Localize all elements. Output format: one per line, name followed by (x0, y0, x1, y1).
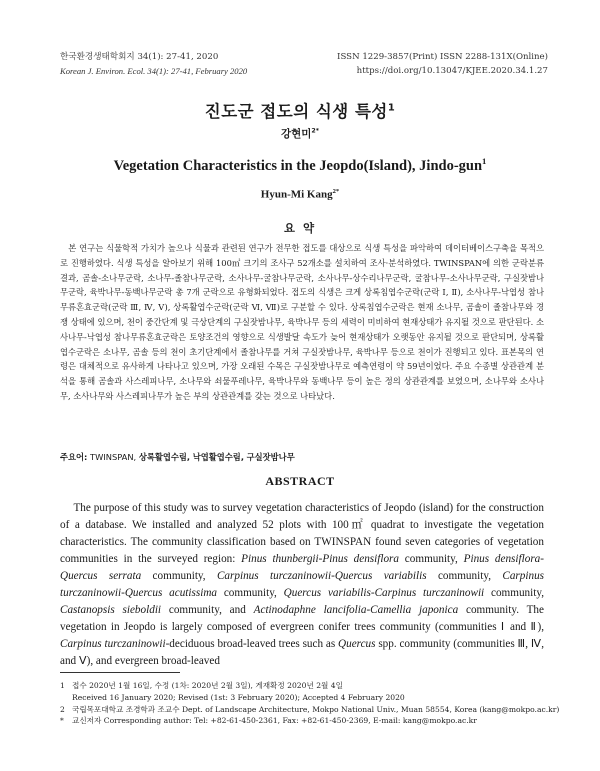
keywords (60, 451, 295, 463)
journal-ko: 한국환경생태학회지 34(1): 27-41, 2020 (60, 52, 219, 62)
species-name: Carpinus turczaninowii-Quercus acutissima (60, 570, 545, 599)
author-english (0, 188, 600, 201)
keyword: 낙엽활엽수림, (192, 452, 244, 462)
footnote-line: 접수 2020년 1월 16일, 수정 (1차: 2020년 2월 3일), 게재확정 2020년 2월 4일 (72, 681, 343, 690)
abstract-text: spp. community (communities Ⅲ, Ⅳ, and Ⅴ), and evergreen broad-leaved (60, 638, 544, 667)
journal-citation (60, 50, 247, 78)
species-name: Castanopsis sieboldii (60, 604, 162, 616)
footnote-mark: * (60, 716, 64, 726)
species-name: Pinus thunbergii-Pinus densiflora (241, 553, 400, 565)
issn: ISSN 1229-3857(Print) ISSN 2288-131X(Online) (337, 52, 548, 62)
footnote-line: 교신저자 Corresponding author: Tel: +82-61-450-2361, Fax: +82-61-450-2369, E-mail: kang@mokpo.ac.kr (72, 716, 477, 726)
species-name: Actinodaphne lancifolia-Camellia japonica (253, 604, 459, 616)
footnote-line: 국립목포대학교 조경학과 조교수 Dept. of Landscape Architecture, Mokpo National Univ., Muan 58554, Korea (kang@mokpo.ac.kr) (72, 704, 560, 714)
footnote-corresponding (60, 715, 560, 727)
footnote-line: Received 16 January 2020; Revised (1st: 3 February 2020); Accepted 4 February 2020 (72, 692, 405, 702)
abstract-text: community, (399, 553, 464, 565)
species-name: Carpinus turczaninowii-Quercus variabilis (216, 570, 427, 582)
keyword: TWINSPAN, (90, 452, 137, 462)
title-english-text: Vegetation Characteristics in the Jeopdo(Island), Jindo-gun (113, 157, 483, 174)
author-korean (0, 126, 600, 141)
korean-abstract-body: 본 연구는 식물학적 가치가 높으나 식물과 관련된 연구가 전무한 접도를 대상으로 식생 특성을 파악하여 데이터베이스구축을 목적으로 진행하였다. 식생 특성을 알아보기 위해 100㎡ 크기의 조사구 52개소를 설치하여 조사·분석하였다. TWINSPAN에 의한 군락분류 결과, 곰솔-소나무군락, 소나무-졸참나무군락, 소사나무-굴참나무군락, 소사나무-상수리나무군락, 굴참나무-소사나무군락, 구실잣밤나무군락, 육박나무-동백나무군락 총 7개 군락으로 유형화되었다. 접도의 식생은 크게 상록침엽수군락(군락 Ⅰ, Ⅱ), 소사나무-낙엽성 참나무류혼효군락(군락 Ⅲ, Ⅳ, Ⅴ), 상록활엽수군락(군락 Ⅵ, Ⅶ)로 구분할 수 있다. 상록침엽수군락은 현재 소나무, 곰솔이 졸참나무와 경쟁 상태에 있으며, 천이 중간단계 및 극상단계의 구실잣밤나무, 육박나무 등의 세력이 미비하여 현재상태가 유지될 것으로 판단된다. 소사나무-낙엽성 참나무류혼효군락은 토양조건의 영향으로 식생발달 속도가 늦어 현재상태가 오랫동안 유지될 것으로 판단되며, 상록활엽수군락은 소나무, 곰솔 등의 천이 초기단계에서 졸참나무를 거쳐 구실잣밤나무, 육박나무 등으로 천이가 진행되고 있다. 표본목의 연령은 대체적으로 유사하게 나타나고 있으며, 가장 오래된 수목은 구실잣밤나무로 예측연령이 약 59년이었다. 주요 수종별 상관관계 분석을 통해 곰솔과 사스레피나무, 소나무와 쇠물푸레나무, 육박나무와 동백나무 등이 높은 정의 상관관계를 보였으며, 소나무와 소사나무, 소사나무와 사스레피나무가 높은 부의 상관관계를 갖는 것으로 나타났다. (60, 243, 544, 401)
species-name: Pinus densiflora-Quercus serrata (60, 553, 544, 582)
abstract-text: community, and (161, 604, 254, 616)
keyword: 상록활엽수림, (138, 452, 191, 462)
english-abstract-body (60, 500, 544, 670)
abstract-text: The purpose of this study was to survey vegetation characteristics of Jeopdo (island) for the construction of a database. We installed and analyzed 52 plots with 100㎡ quadrat to investigate the vegetation characteristics. The community classification based on TWINSPAN found seven categories of vegetation communities in the surveyed region: (60, 502, 544, 565)
issn-doi (337, 50, 548, 78)
footnote-mark: 1 (60, 681, 65, 690)
species-name: Quercus variabilis-Carpinus turczaninowii (283, 587, 485, 599)
abstract-text: community, (217, 587, 284, 599)
keywords-label: 주요어: (60, 452, 88, 462)
korean-abstract-heading: 요 약 (283, 221, 317, 235)
footnote-affiliation (60, 704, 560, 716)
title-korean (0, 98, 600, 122)
abstract-text: community, (484, 587, 545, 599)
doi-link[interactable]: https://doi.org/10.13047/KJEE.2020.34.1.27 (356, 66, 548, 76)
title-english-footnote-mark: 1 (482, 156, 487, 166)
abstract-text: -deciduous broad-leaved trees such as (165, 638, 339, 650)
footnote-received (60, 680, 560, 704)
author-english-name: Hyun-Mi Kang (260, 188, 333, 201)
keyword: 구실잣밤나무 (246, 452, 295, 462)
footnote-divider (60, 672, 180, 673)
abstract-text: community, (141, 570, 217, 582)
author-korean-mark: 2* (311, 127, 320, 135)
footnote-mark: 2 (60, 704, 65, 714)
author-english-mark: 2* (332, 188, 340, 195)
species-name: Carpinus turczaninowii (60, 638, 166, 650)
author-korean-name: 강현미 (280, 128, 312, 140)
title-english (0, 156, 600, 175)
title-korean-footnote-mark: 1 (387, 102, 396, 114)
english-abstract-heading: ABSTRACT (265, 474, 335, 488)
title-korean-text: 진도군 접도의 식생 특성 (204, 102, 388, 121)
journal-en: Korean J. Environ. Ecol. 34(1): 27-41, February 2020 (60, 66, 248, 76)
abstract-text: community, (426, 570, 503, 582)
species-name: Quercus (338, 638, 376, 650)
footnotes (60, 680, 560, 727)
abstract-text: community. The vegetation in Jeopdo is largely composed of evergreen conifer trees community (communities Ⅰ and Ⅱ), (60, 604, 544, 633)
